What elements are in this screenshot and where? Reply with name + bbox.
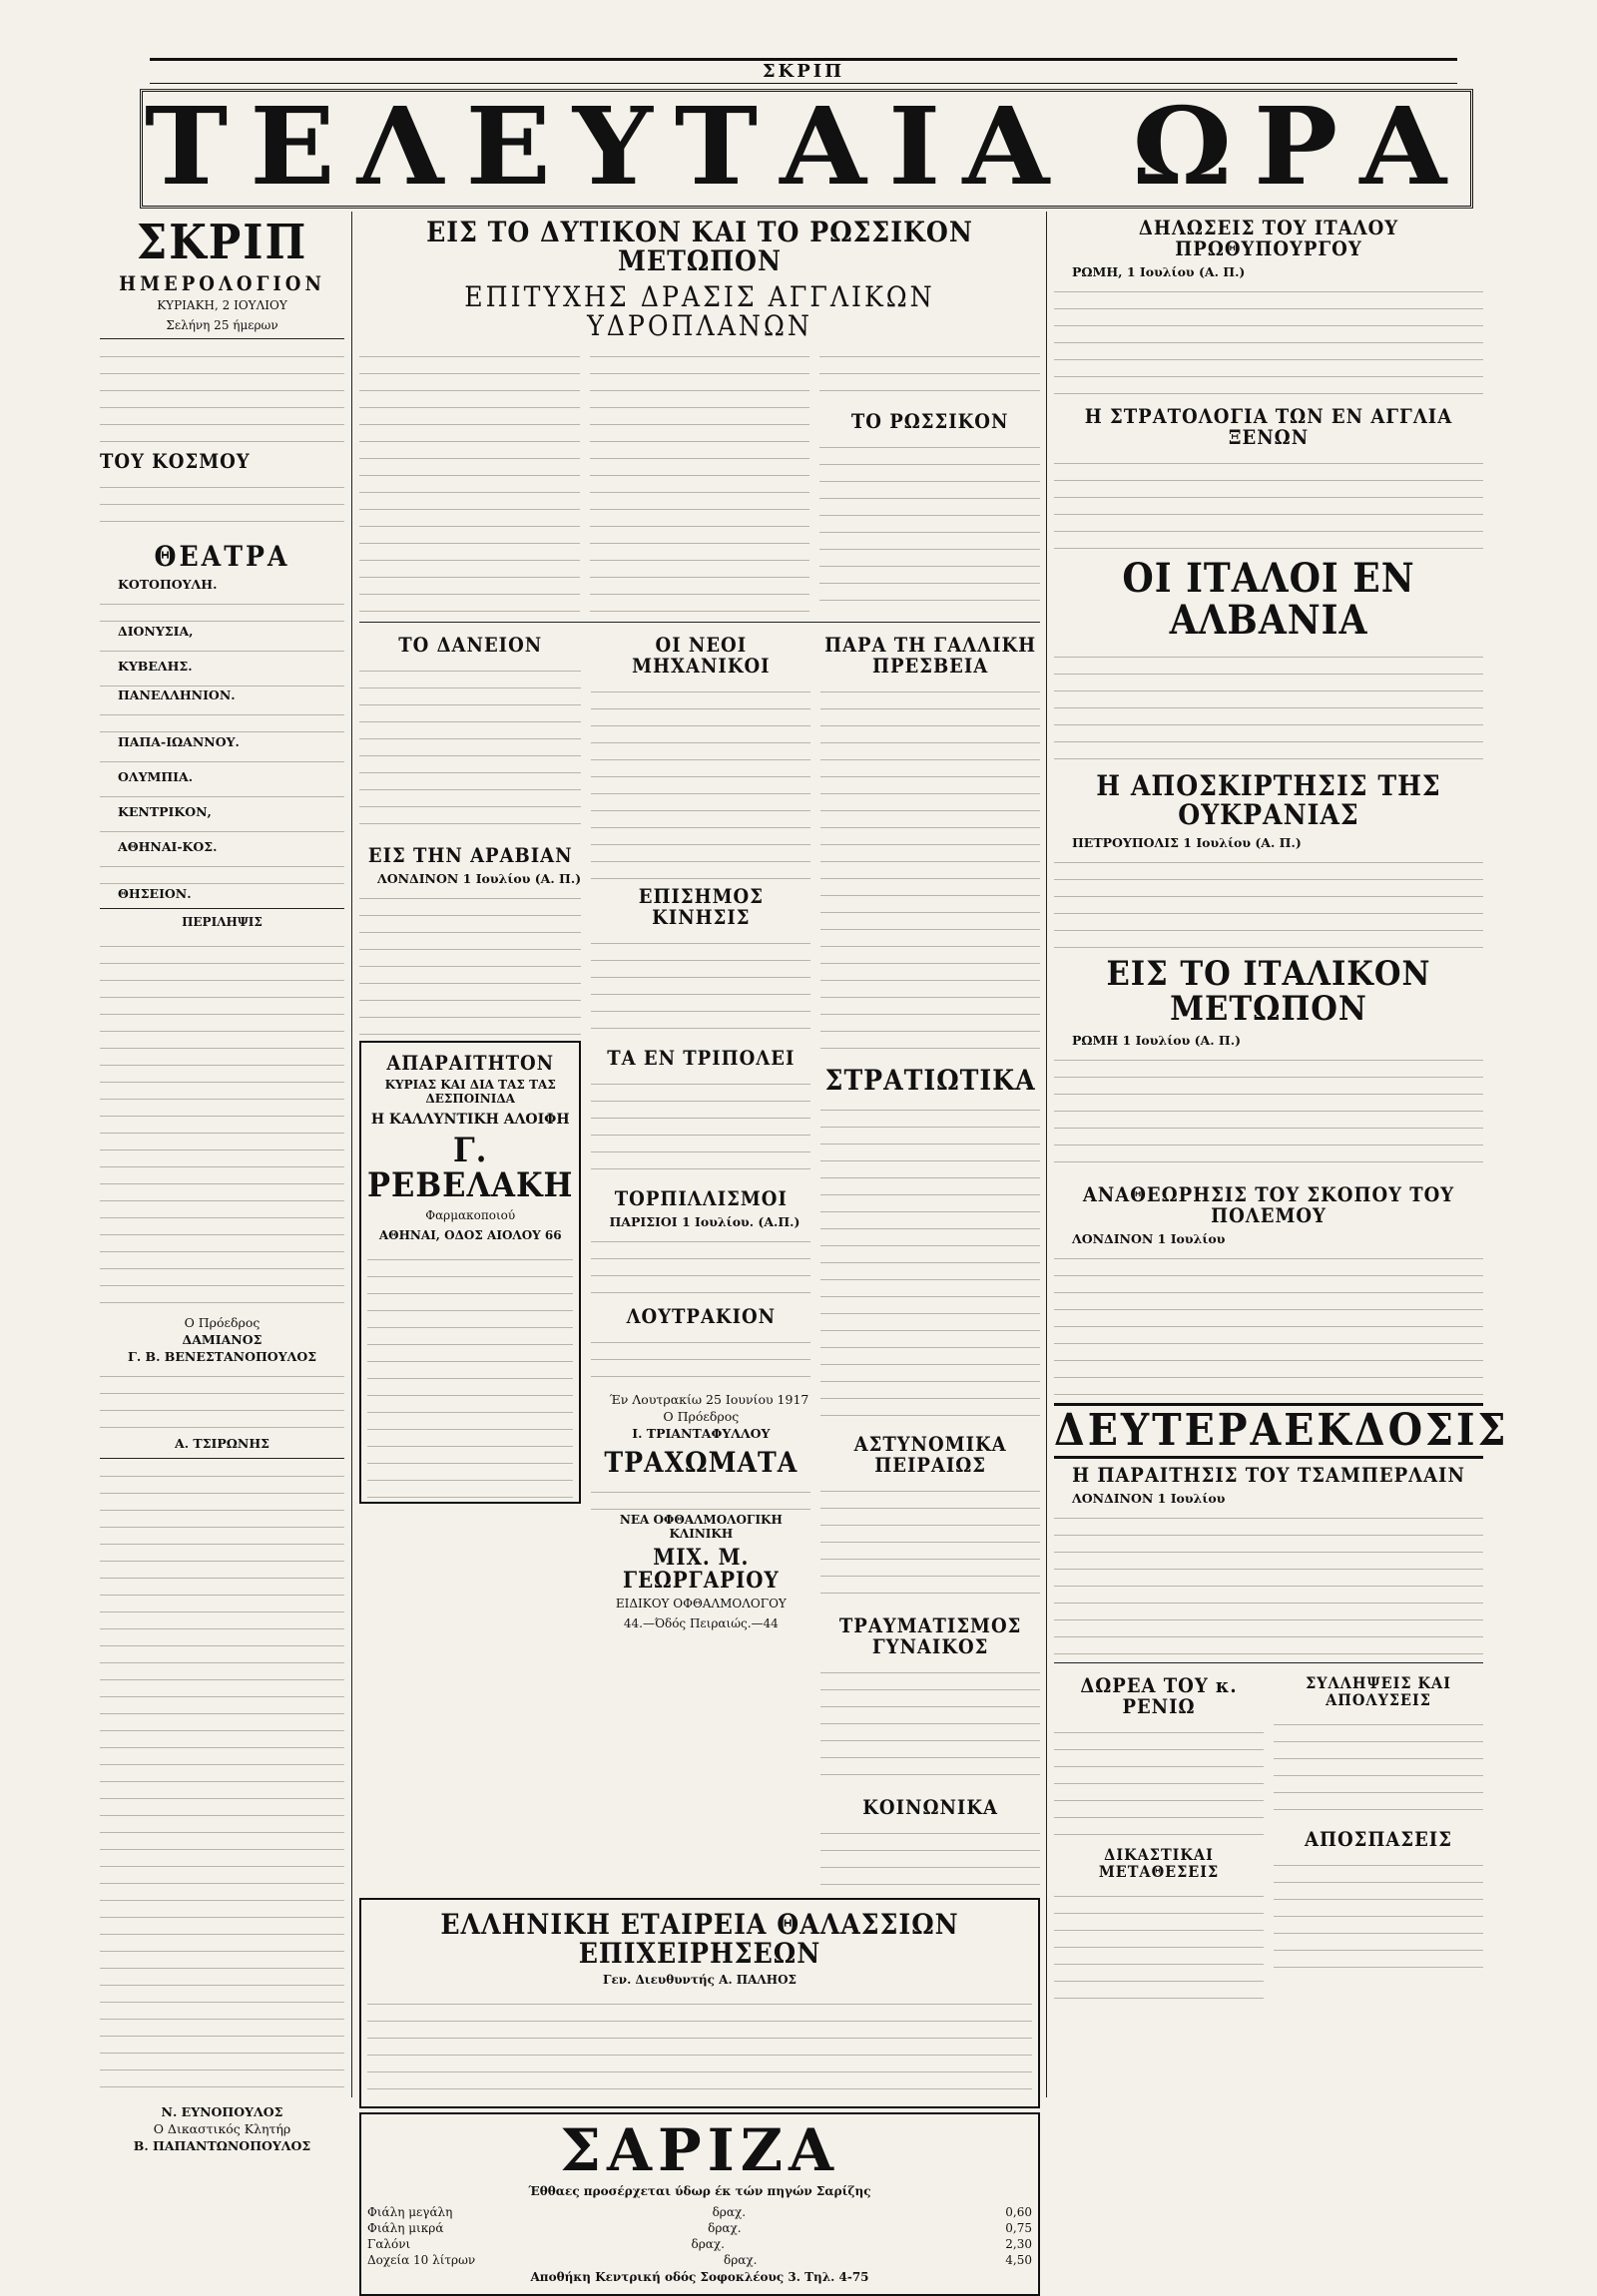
ad-product: Η ΚΑΛΛΥΝΤΙΚΗ ΑΛΟΙΦΗ bbox=[370, 1111, 570, 1128]
doctor-title: ΕΙΔΙΚΟΥ ΟΦΘΑΛΜΟΛΟΓΟΥ bbox=[615, 1597, 787, 1611]
section-heading: ΚΟΙΝΩΝΙΚΑ bbox=[862, 1794, 998, 1819]
text-block bbox=[100, 1365, 344, 1435]
text-block bbox=[1054, 851, 1483, 951]
dateline: Έν Λουτρακίω 25 Ιουνίου 1917 bbox=[609, 1391, 809, 1407]
left-column bbox=[100, 212, 344, 2153]
price-row bbox=[367, 2204, 1032, 2220]
theatre-item: ΠΑΝΕΛΛΗΝΙΟΝ. bbox=[118, 687, 236, 702]
theatres-heading: ΘΕΑΤΡΑ bbox=[154, 540, 290, 574]
divider bbox=[359, 622, 1040, 623]
main-headline: ΕΙΣ ΤΟ ΔΥΤΙΚΟΝ ΚΑΙ ΤΟ ΡΩΣΣΙΚΟΝ ΜΕΤΩΠΟΝ bbox=[426, 216, 973, 278]
signature-name: Γ. Β. ΒΕΝΕΣΤΑΝΟΠΟΥΛΟΣ bbox=[127, 1348, 317, 1364]
section-heading: ΟΙ ΙΤΑΛΟΙ ΕΝ ΑΛΒΑΝΙΑ bbox=[1122, 555, 1415, 644]
sariza-address: Αποθήκη Κεντρική οδός Σοφοκλέους 3. Τηλ. 4-75 bbox=[530, 2269, 869, 2284]
section-masthead: ΤΕΛΕΥΤΑΙΑ ΩΡΑ bbox=[140, 89, 1473, 209]
signature-name: ΔΑΜΙΑΝΟΣ bbox=[182, 1331, 263, 1347]
sariza-title: ΣΑΡΙΖΑ bbox=[559, 2115, 840, 2184]
signature-name: Ι. ΤΡΙΑΝΤΑΦΥΛΛΟΥ bbox=[632, 1425, 771, 1441]
section-heading: ΕΙΣ ΤΗΝ ΑΡΑΒΙΑΝ bbox=[367, 842, 573, 867]
theatre-item: ΘΗΣΕΙΟΝ. bbox=[118, 885, 192, 901]
text-block bbox=[820, 1822, 1040, 1892]
doctor-name: ΜΙΧ. Μ. ΓΕΩΡΓΑΡΙΟΥ bbox=[623, 1544, 780, 1595]
text-block bbox=[100, 1465, 344, 2103]
right-column bbox=[1054, 212, 1509, 2107]
dateline: ΠΕΤΡΟΥΠΟΛΙΣ 1 Ιουλίου (Α. Π.) bbox=[1072, 834, 1302, 850]
theatre-item: ΚΕΝΤΡΙΚΟΝ, bbox=[118, 803, 212, 819]
theatre-item: ΠΑΠΑ-ΙΩΑΝΝΟΥ. bbox=[118, 733, 240, 749]
dateline: ΛΟΝΔΙΝΟΝ 1 Ιουλίου bbox=[1072, 1491, 1226, 1507]
text-block bbox=[1274, 1713, 1483, 1823]
price-unit: δραχ. bbox=[723, 2252, 758, 2267]
price-row bbox=[367, 2252, 1032, 2268]
column-rule bbox=[351, 212, 352, 2097]
section-heading: ΤΟΡΠΙΛΛΙΣΜΟΙ bbox=[614, 1185, 788, 1210]
text-block bbox=[100, 345, 344, 445]
text-block bbox=[819, 345, 1040, 405]
text-block bbox=[359, 660, 581, 839]
text-block bbox=[100, 855, 344, 885]
theatre-item: ΚΟΤΟΠΟΥΛΗ. bbox=[118, 576, 218, 592]
doctor-address: 44.—Όδός Πειραιώς.—44 bbox=[623, 1616, 779, 1631]
text-block bbox=[367, 1248, 573, 1498]
shipping-headline: ΕΛΛΗΝΙΚΗ ΕΤΑΙΡΕΙΑ ΘΑΛΑΣΣΙΩΝ ΕΠΙΧΕΙΡΗΣΕΩΝ bbox=[440, 1907, 959, 1971]
text-block bbox=[1274, 1854, 1483, 1984]
announcement-heading: ΠΕΡΙΛΗΨΙΣ bbox=[182, 914, 263, 929]
section-heading: ΔΙΚΑΣΤΙΚΑΙ ΜΕΤΑΘΕΣΕΙΣ bbox=[1098, 1845, 1220, 1882]
worlds-heading: ΤΟΥ ΚΟΣΜΟΥ bbox=[100, 449, 251, 474]
text-block bbox=[1054, 1049, 1483, 1178]
text-block bbox=[591, 1073, 810, 1182]
paper-name-strip: ΣΚΡΙΠ bbox=[150, 58, 1457, 84]
text-block bbox=[1054, 1885, 1264, 2005]
price-row bbox=[367, 2236, 1032, 2252]
text-block bbox=[359, 345, 580, 615]
section-heading: ΤΡΑΧΩΜΑΤΑ bbox=[604, 1445, 798, 1479]
section-heading: ΕΙΣ ΤΟ ΙΤΑΛΙΚΟΝ ΜΕΤΩΠΟΝ bbox=[1106, 953, 1431, 1030]
sariza-ad bbox=[359, 2112, 1040, 2296]
text-block bbox=[820, 681, 1040, 1060]
price-unit: δραχ. bbox=[708, 2220, 742, 2235]
text-block bbox=[100, 820, 344, 838]
section-heading: ΛΟΥΤΡΑΚΙΟΝ bbox=[626, 1303, 777, 1328]
text-block bbox=[100, 640, 344, 658]
section-heading: ΣΤΡΑΤΙΩΤΙΚΑ bbox=[824, 1063, 1036, 1097]
clinic-name: ΝΕΑ ΟΦΘΑΛΜΟΛΟΓΙΚΗ ΚΛΙΝΙΚΗ bbox=[619, 1512, 783, 1541]
section-heading: ΔΩΡΕΑ ΤΟΥ κ. ΡΕΝΙΩ bbox=[1080, 1673, 1238, 1719]
text-block bbox=[359, 887, 581, 1037]
dateline: ΠΑΡΙΣΙΟΙ 1 Ιουλίου. (Α.Π.) bbox=[609, 1213, 800, 1229]
price-value: 2,30 bbox=[1005, 2236, 1032, 2251]
section-heading: Η ΠΑΡΑΙΤΗΣΙΣ ΤΟΥ ΤΣΑΜΠΕΡΛΑΙΝ bbox=[1072, 1463, 1465, 1488]
signature-title: Ο Πρόεδρος bbox=[184, 1314, 261, 1330]
divider bbox=[1054, 1662, 1483, 1663]
ad-address: ΑΘΗΝΑΙ, ΟΔΟΣ ΑΙΟΛΟΥ 66 bbox=[378, 1227, 562, 1242]
text-block bbox=[100, 593, 344, 623]
section-heading: ΑΝΑΘΕΩΡΗΣΙΣ ΤΟΥ ΣΚΟΠΟΥ ΤΟΥ ΠΟΛΕΜΟΥ bbox=[1082, 1182, 1455, 1228]
text-block bbox=[1054, 1721, 1264, 1841]
section-heading: ΟΙ ΝΕΟΙ ΜΗΧΑΝΙΚΟΙ bbox=[632, 632, 771, 678]
calendar-title: ΗΜΕΡΟΛΟΓΙΟΝ bbox=[119, 271, 325, 296]
section-heading: Η ΣΤΡΑΤΟΛΟΓΙΑ ΤΩΝ ΕΝ ΑΓΓΛΙΑ ΞΕΝΩΝ bbox=[1084, 404, 1453, 449]
section-heading: ΤΑ ΕΝ ΤΡΙΠΟΛΕΙ bbox=[607, 1045, 796, 1070]
signature-title: Ο Πρόεδρος bbox=[663, 1408, 740, 1424]
signature-name: Β. ΠΑΠΑΝΤΩΝΟΠΟΥΛΟΣ bbox=[133, 2137, 311, 2153]
price-unit: δραχ. bbox=[691, 2236, 725, 2251]
text-block bbox=[100, 703, 344, 733]
text-block bbox=[100, 476, 344, 536]
divider bbox=[100, 338, 344, 339]
moon-phase: Σελήνη 25 ήμερων bbox=[166, 318, 278, 333]
section-heading: ΤΟ ΡΩΣΣΙΚΟΝ bbox=[850, 408, 1009, 433]
section-heading: ΠΑΡΑ ΤΗ ΓΑΛΛΙΚΗ ΠΡΕΣΒΕΙΑ bbox=[824, 632, 1037, 678]
shipping-ad bbox=[359, 1898, 1040, 2108]
dateline: ΡΩΜΗ 1 Ιουλίου (Α. Π.) bbox=[1072, 1033, 1241, 1049]
shipping-director: Γεν. Διευθυντής Α. ΠΑΛΗΟΣ bbox=[602, 1972, 798, 1987]
price-unit: δραχ. bbox=[712, 2204, 747, 2219]
text-block bbox=[100, 935, 344, 1314]
text-block bbox=[820, 1480, 1040, 1609]
main-subheadline: ΕΠΙΤΥΧΗΣ ΔΡΑΣΙΣ ΑΓΓΛΙΚΩΝ ΥΔΡΟΠΛΑΝΩΝ bbox=[464, 279, 935, 343]
section-heading: ΑΣΤΥΝΟΜΙΚΑ ΠΕΙΡΑΙΩΣ bbox=[853, 1431, 1007, 1477]
text-block bbox=[591, 1481, 810, 1511]
signature-title: Ο Δικαστικός Κλητήρ bbox=[153, 2120, 291, 2136]
section-heading: ΤΡΑΥΜΑΤΙΣΜΟΣ ΓΥΝΑΙΚΟΣ bbox=[838, 1612, 1022, 1658]
price-value: 4,50 bbox=[1005, 2252, 1032, 2267]
sariza-subtitle: Έθθαες προσέρχεται ύδωρ έκ τών πηγών Σαρίζης bbox=[528, 2183, 871, 2198]
price-row bbox=[367, 2220, 1032, 2236]
advertisement bbox=[359, 1041, 581, 1504]
signature-name: Α. ΤΣΙΡΩΝΗΣ bbox=[175, 1435, 269, 1451]
text-block bbox=[367, 1993, 1032, 2102]
sariza-price-list bbox=[367, 2204, 1032, 2268]
signature-name: Ν. ΕΥΝΟΠΟΥΛΟΣ bbox=[161, 2103, 283, 2119]
section-heading: ΑΠΟΣΠΑΣΕΙΣ bbox=[1305, 1826, 1452, 1851]
price-item: Δοχεία 10 λίτρων bbox=[367, 2252, 476, 2267]
ad-brand: Γ. ΡΕΒΕΛΑΚΗ bbox=[367, 1130, 574, 1206]
divider bbox=[100, 908, 344, 909]
section-heading: ΕΠΙΣΗΜΟΣ ΚΙΝΗΣΙΣ bbox=[638, 883, 764, 929]
price-item: Φιάλη μικρά bbox=[367, 2220, 444, 2235]
calendar-date: ΚΥΡΙΑΚΗ, 2 ΙΟΥΛΙΟΥ bbox=[157, 298, 287, 313]
text-block bbox=[100, 750, 344, 768]
text-block bbox=[590, 345, 810, 615]
logo: ΣΚΡΙΠ bbox=[136, 215, 308, 270]
column-rule bbox=[1046, 212, 1047, 2097]
center-column bbox=[359, 212, 1040, 2284]
dateline: ΛΟΝΔΙΝΟΝ 1 Ιουλίου bbox=[1072, 1231, 1226, 1247]
text-block bbox=[1054, 646, 1483, 765]
dateline: ΡΩΜΗ, 1 Ιουλίου (Α. Π.) bbox=[1072, 264, 1246, 279]
text-block bbox=[100, 785, 344, 803]
price-value: 0,60 bbox=[1005, 2204, 1032, 2219]
text-block bbox=[1054, 452, 1483, 552]
ad-profession: Φαρμακοποιού bbox=[425, 1207, 516, 1222]
text-block bbox=[1054, 280, 1483, 400]
theatre-list bbox=[100, 576, 344, 902]
text-block bbox=[1054, 1247, 1483, 1397]
divider bbox=[100, 1458, 344, 1459]
theatre-item: ΑΘΗΝΑΙ-ΚΟΣ. bbox=[118, 838, 218, 854]
text-block bbox=[591, 1230, 810, 1300]
section-heading: ΔΗΛΩΣΕΙΣ ΤΟΥ ΙΤΑΛΟΥ ΠΡΩΘΥΠΟΥΡΓΟΥ bbox=[1138, 216, 1399, 260]
text-block bbox=[591, 681, 810, 880]
text-block bbox=[820, 1661, 1040, 1791]
theatre-item: ΚΥΒΕΛΗΣ. bbox=[118, 658, 193, 674]
dateline: ΛΟΝΔΙΝΟΝ 1 Ιουλίου (Α. Π.) bbox=[377, 870, 582, 886]
text-block bbox=[820, 1099, 1040, 1428]
ad-subline: ΚΥΡΙΑΣ ΚΑΙ ΔΙΑ ΤΑΣ ΤΑΣ ΔΕΣΠΟΙΝΙΔΑ bbox=[384, 1077, 556, 1106]
price-value: 0,75 bbox=[1005, 2220, 1032, 2235]
text-block bbox=[1054, 1507, 1483, 1656]
theatre-item: ΔΙΟΝΥΣΙΑ, bbox=[118, 623, 194, 639]
ad-headline: ΑΠΑΡΑΙΤΗΤΟΝ bbox=[386, 1050, 555, 1075]
text-block bbox=[100, 675, 344, 687]
section-heading: ΣΥΛΛΗΨΕΙΣ ΚΑΙ ΑΠΟΛΥΣΕΙΣ bbox=[1306, 1673, 1451, 1710]
price-item: Γαλόνι bbox=[367, 2236, 411, 2251]
price-item: Φιάλη μεγάλη bbox=[367, 2204, 453, 2219]
text-block bbox=[819, 436, 1040, 616]
section-heading: ΤΟ ΔΑΝΕΙΟΝ bbox=[398, 632, 543, 657]
second-edition-banner: ΔΕΥΤΕΡΑΕΚΔΟΣΙΣ bbox=[1054, 1403, 1483, 1459]
section-heading: Η ΑΠΟΣΚΙΡΤΗΣΙΣ ΤΗΣ ΟΥΚΡΑΝΙΑΣ bbox=[1096, 769, 1441, 832]
text-block bbox=[591, 932, 810, 1042]
text-block bbox=[591, 1331, 810, 1391]
theatre-item: ΟΛΥΜΠΙΑ. bbox=[118, 768, 194, 784]
